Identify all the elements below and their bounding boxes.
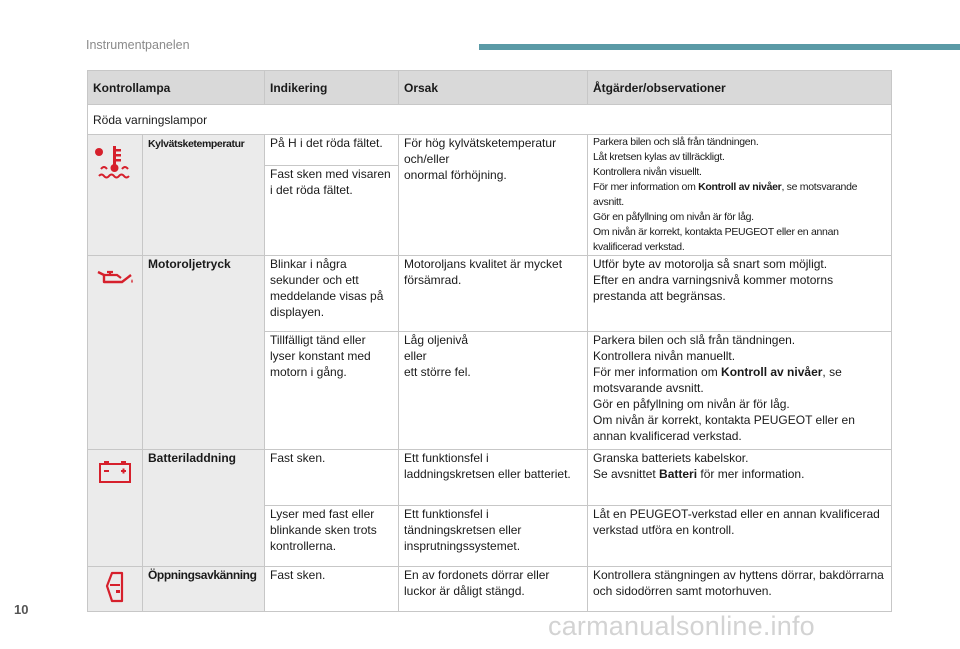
cause-cell: Ett funktionsfel i tändningskretsen eller insprutningssystemet. xyxy=(399,506,588,567)
table-header-row xyxy=(88,71,892,105)
lamp-name: Batteriladdning xyxy=(143,450,265,567)
section-label: Röda varningslampor xyxy=(88,105,892,135)
indication-cell: Lyser med fast eller blinkande sken trots kontrollerna. xyxy=(265,506,399,567)
column-header: Kontrollampa xyxy=(88,71,265,105)
coolant-temperature-icon xyxy=(93,143,137,181)
cause-cell: Låg oljenivå eller ett större fel. xyxy=(399,332,588,450)
column-header: Orsak xyxy=(399,71,588,105)
indication-cell: Tillfälligt tänd eller lyser konstant med motorn i gång. xyxy=(265,332,399,450)
column-header: Åtgärder/observationer xyxy=(588,71,892,105)
cause-cell: Ett funktionsfel i laddningskretsen eller batteriet. xyxy=(399,450,588,506)
lamp-cell xyxy=(88,135,143,256)
indication-cell: Fast sken. xyxy=(265,450,399,506)
action-cell: Parkera bilen och slå från tändningen. Låt kretsen kylas av tillräckligt. Kontrollera nivån visuellt. För mer information om Kontroll av nivåer, se motsvarande avsnitt. Gör en påfyllning om nivån är för låg. Om nivån är korrekt, kontakta PEUGEOT eller en annan kvalificerad verkstad. xyxy=(588,135,892,256)
lamp-name: Kylvätsketemperatur xyxy=(143,135,265,256)
table-row xyxy=(88,135,892,166)
oil-pressure-icon xyxy=(95,266,135,288)
indication-cell: Blinkar i några sekunder och ett meddelande visas på displayen. xyxy=(265,256,399,332)
lamp-name: Öppningsavkänning xyxy=(143,567,265,612)
cause-cell: För hög kylvätsketemperatur och/eller onormal förhöjning. xyxy=(399,135,588,256)
action-cell: Granska batteriets kabelskor. Se avsnittet Batteri för mer information. xyxy=(588,450,892,506)
indication-cell: På H i det röda fältet. xyxy=(265,135,399,166)
warning-lamps-table xyxy=(87,70,892,612)
red-dot-icon xyxy=(95,148,103,156)
table-row xyxy=(88,567,892,612)
action-cell: Utför byte av motorolja så snart som möjligt. Efter en andra varningsnivå kommer motorns prestanda att begränsas. xyxy=(588,256,892,332)
section-row xyxy=(88,105,892,135)
door-open-icon xyxy=(103,570,127,604)
lamp-name: Motoroljetryck xyxy=(143,256,265,450)
section-title: Instrumentpanelen xyxy=(86,38,190,52)
lamp-cell xyxy=(88,256,143,450)
column-header: Indikering xyxy=(265,71,399,105)
indication-cell: Fast sken. xyxy=(265,567,399,612)
table-row xyxy=(88,450,892,506)
cause-cell: En av fordonets dörrar eller luckor är dåligt stängd. xyxy=(399,567,588,612)
battery-charge-icon xyxy=(98,460,132,484)
watermark: carmanualsonline.info xyxy=(548,611,815,641)
cause-cell: Motoroljans kvalitet är mycket försämrad. xyxy=(399,256,588,332)
lamp-cell xyxy=(88,450,143,567)
header-accent-bar xyxy=(479,44,960,50)
indication-cell: Fast sken med visaren i det röda fältet. xyxy=(265,166,399,256)
action-cell: Parkera bilen och slå från tändningen. Kontrollera nivån manuellt. För mer information om Kontroll av nivåer, se motsvarande avsnitt. Gör en påfyllning om nivån är för låg. Om nivån är korrekt, kontakta PEUGEOT eller en annan kvalificerad verkstad. xyxy=(588,332,892,450)
action-cell: Kontrollera stängningen av hyttens dörrar, bakdörrarna och sidodörren samt motorhuven. xyxy=(588,567,892,612)
page-number: 10 xyxy=(14,602,29,617)
table-row xyxy=(88,256,892,332)
lamp-cell xyxy=(88,567,143,612)
action-cell: Låt en PEUGEOT-verkstad eller en annan kvalificerad verkstad utföra en kontroll. xyxy=(588,506,892,567)
